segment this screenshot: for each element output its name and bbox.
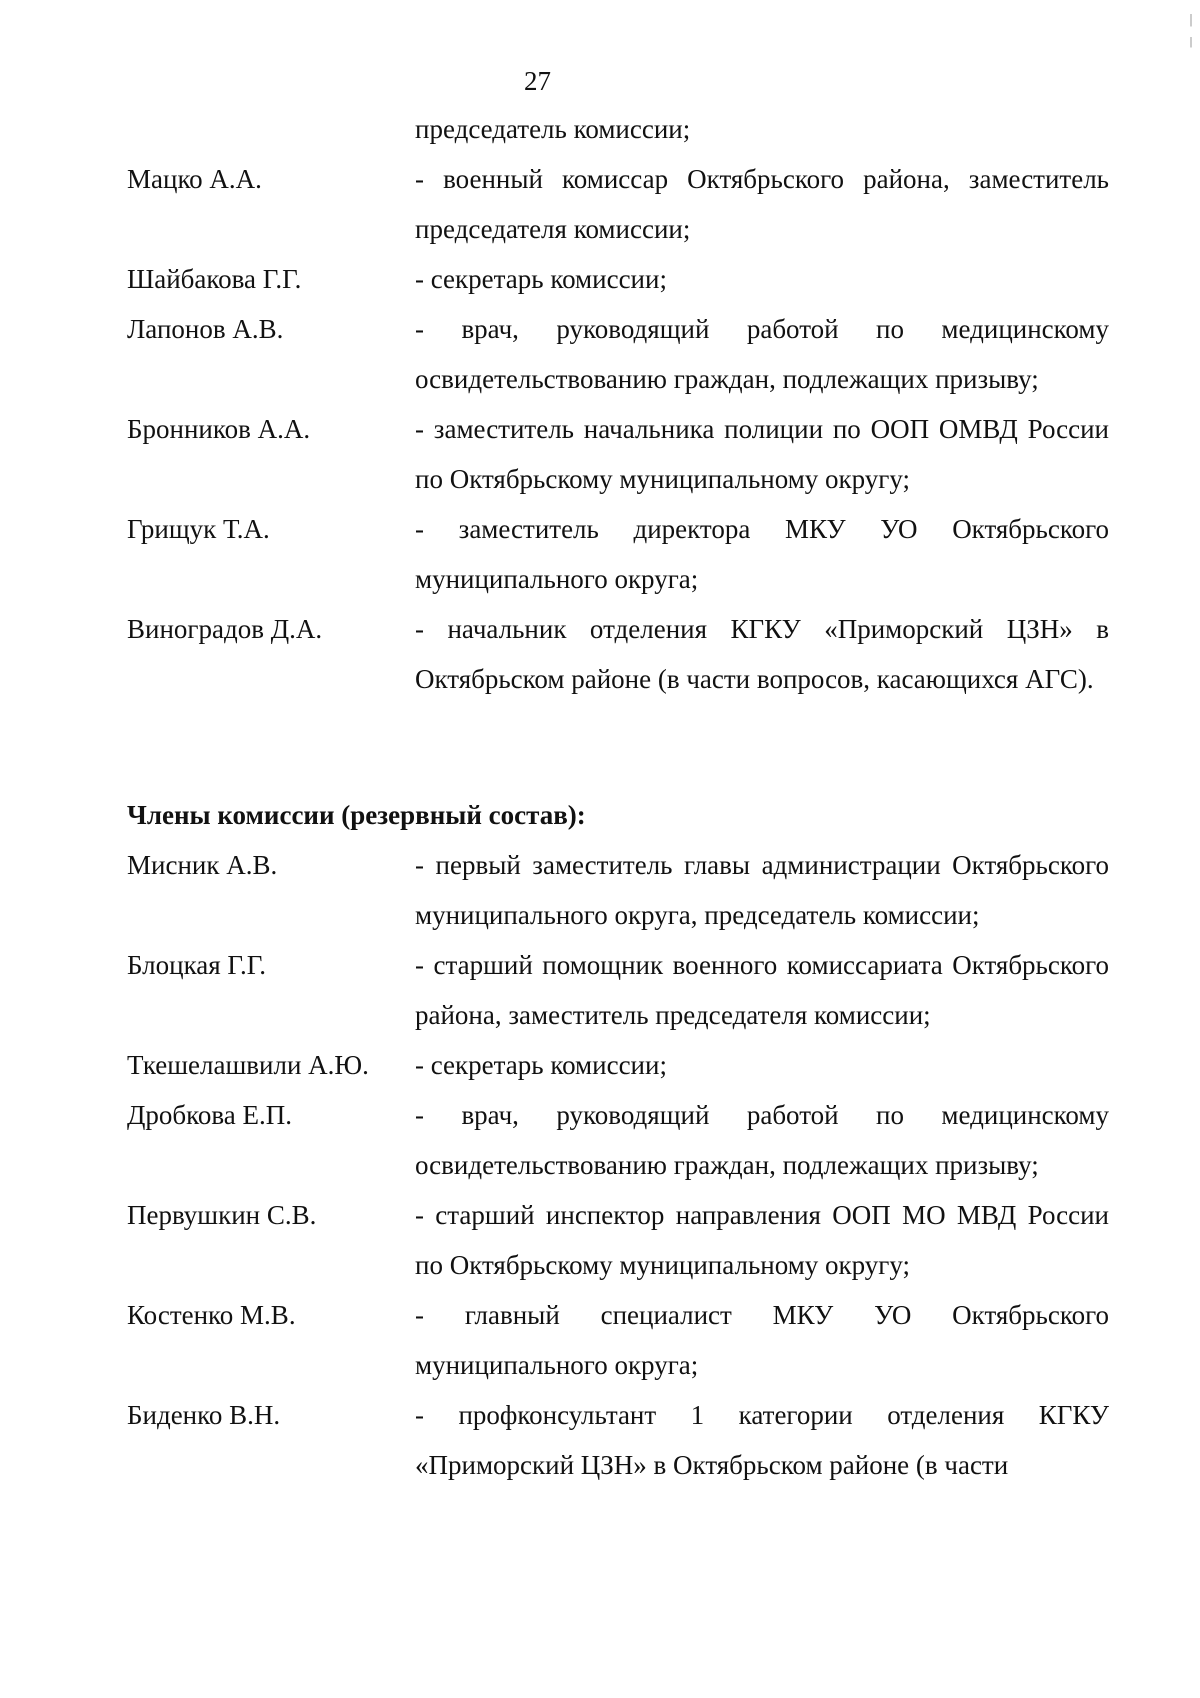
member-name: Виноградов Д.А. — [127, 614, 323, 644]
reserve-member-list — [127, 790, 1109, 1490]
member-name: Лапонов А.В. — [127, 314, 284, 344]
member-row — [127, 404, 1109, 504]
member-name: Бронников А.А. — [127, 414, 311, 444]
member-name: Грищук Т.А. — [127, 514, 270, 544]
member-row — [127, 604, 1109, 704]
member-name: Мацко А.А. — [127, 164, 262, 194]
member-row — [127, 1190, 1109, 1290]
member-name: Блоцкая Г.Г. — [127, 950, 267, 980]
member-name: Ткешелашвили А.Ю. — [127, 1050, 369, 1080]
member-name: Шайбакова Г.Г. — [127, 264, 302, 294]
member-role: - врач, руководящий работой по медицинскому освидетельствованию граждан, подлежащих призыву; — [415, 314, 1109, 394]
scan-margin-mark — [1190, 14, 1192, 56]
member-row — [127, 504, 1109, 604]
member-role: - заместитель начальника полиции по ООП ОМВД России по Октябрьскому муниципальному округу; — [415, 414, 1109, 494]
member-role: - секретарь комиссии; — [415, 1050, 667, 1080]
member-role: - первый заместитель главы администрации Октябрьского муниципального округа, председатель комиссии; — [415, 850, 1109, 930]
member-name: Дробкова Е.П. — [127, 1100, 293, 1130]
member-row — [127, 304, 1109, 404]
member-role: - главный специалист МКУ УО Октябрьского муниципального округа; — [415, 1300, 1109, 1380]
member-role: - заместитель директора МКУ УО Октябрьского муниципального округа; — [415, 514, 1109, 594]
main-member-list — [127, 104, 1109, 704]
member-role: - старший инспектор направления ООП МО МВД России по Октябрьскому муниципальному округу; — [415, 1200, 1109, 1280]
member-row — [127, 1290, 1109, 1390]
member-name: Биденко В.Н. — [127, 1400, 281, 1430]
section-title: Члены комиссии (резервный состав): — [127, 800, 586, 830]
member-row — [127, 254, 1109, 304]
member-role: - военный комиссар Октябрьского района, заместитель председателя комиссии; — [415, 164, 1109, 244]
member-row — [127, 1090, 1109, 1190]
member-role: - начальник отделения КГКУ «Приморский ЦЗН» в Октябрьском районе (в части вопросов, касающихся АГС). — [415, 614, 1109, 694]
member-row — [127, 154, 1109, 254]
member-name: Костенко М.В. — [127, 1300, 296, 1330]
member-role: - врач, руководящий работой по медицинскому освидетельствованию граждан, подлежащих призыву; — [415, 1100, 1109, 1180]
member-name: Мисник А.В. — [127, 850, 278, 880]
member-role: - секретарь комиссии; — [415, 264, 667, 294]
page-number: 27 — [524, 66, 551, 96]
member-name: Первушкин С.В. — [127, 1200, 317, 1230]
member-row — [127, 1040, 1109, 1090]
member-row — [127, 940, 1109, 1040]
member-row — [127, 840, 1109, 940]
continuation-text: председатель комиссии; — [415, 114, 691, 144]
member-role: - профконсультант 1 категории отделения КГКУ «Приморский ЦЗН» в Октябрьском районе (в части — [415, 1400, 1109, 1480]
member-row — [127, 1390, 1109, 1490]
member-role: - старший помощник военного комиссариата Октябрьского района, заместитель председателя комиссии; — [415, 950, 1109, 1030]
